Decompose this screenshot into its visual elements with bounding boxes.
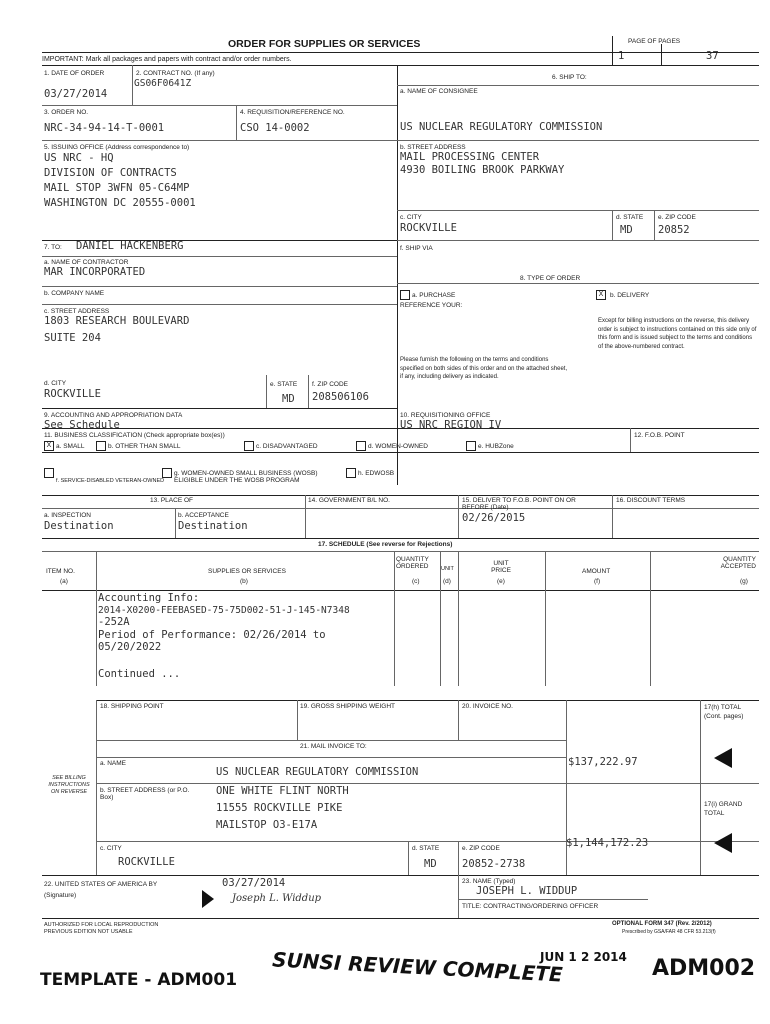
- issuing-office-line: US NRC - HQ: [44, 152, 114, 164]
- issuing-office-line: DIVISION OF CONTRACTS: [44, 167, 177, 179]
- signature-arrow-icon: [202, 890, 214, 908]
- small-label: a. SMALL: [56, 443, 85, 450]
- hubzone-label: e. HUBZone: [478, 443, 514, 450]
- accounting-label: 9. ACCOUNTING AND APPROPRIATION DATA: [44, 412, 183, 419]
- page-number: 1: [618, 50, 625, 62]
- ship-via-label: f. SHIP VIA: [400, 245, 433, 252]
- optional-form: OPTIONAL FORM 347 (Rev. 2/2012): [612, 921, 712, 927]
- mail-state-label: d. STATE: [412, 845, 440, 852]
- state-label: e. STATE: [270, 381, 298, 388]
- shipping-point-label: 18. SHIPPING POINT: [100, 703, 164, 710]
- order-no-label: 3. ORDER NO.: [44, 109, 89, 116]
- pages-count: 37: [706, 50, 719, 62]
- acceptance-label: b. ACCEPTANCE: [178, 512, 229, 519]
- other-than-small-label: b. OTHER THAN SMALL: [108, 443, 181, 450]
- ship-street-line: 4930 BOILING BROOK PARKWAY: [400, 164, 565, 176]
- ship-zip: 20852: [658, 224, 690, 236]
- disadvantaged-checkbox[interactable]: [244, 441, 254, 451]
- contract-no-label: 2. CONTRACT NO. (If any): [136, 70, 215, 77]
- type-of-order-label: 8. TYPE OF ORDER: [520, 275, 581, 282]
- ship-zip-label: e. ZIP CODE: [658, 214, 696, 221]
- signature: Joseph L. Widdup: [232, 893, 322, 904]
- state: MD: [282, 393, 295, 405]
- schedule-line: 05/20/2022: [98, 641, 162, 653]
- zip-label: f. ZIP CODE: [312, 381, 348, 388]
- sdvosb-checkbox[interactable]: [44, 468, 54, 478]
- col-price-sub: (e): [497, 578, 505, 585]
- requisition-label: 4. REQUISITION/REFERENCE NO.: [240, 109, 345, 116]
- delivery-label: b. DELIVERY: [610, 292, 650, 299]
- date-stamp: JUN 1 2 2014: [540, 950, 627, 964]
- discount-terms-label: 16. DISCOUNT TERMS: [616, 497, 686, 504]
- col-amount-header: AMOUNT: [582, 568, 611, 575]
- mail-street-line: MAILSTOP O3-E17A: [216, 819, 318, 831]
- mail-zip: 20852-2738: [462, 858, 526, 870]
- grand-total: $1,144,172.23: [566, 837, 649, 849]
- template-stamp: TEMPLATE - ADM001: [40, 970, 238, 990]
- schedule-title: 17. SCHEDULE (See reverse for Rejections): [318, 541, 453, 548]
- fob-label: 12. F.O.B. POINT: [634, 432, 685, 439]
- inspection-label: a. INSPECTION: [44, 512, 91, 519]
- important-note: IMPORTANT: Mark all packages and papers with contract and/or order numbers.: [42, 56, 292, 63]
- mail-invoice-label: 21. MAIL INVOICE TO:: [300, 743, 367, 750]
- sdvosb-label: f. SERVICE-DISABLED VETERAN-OWNED: [56, 478, 165, 484]
- col-accepted-sub: (g): [740, 578, 748, 585]
- ship-state-label: d. STATE: [616, 214, 644, 221]
- schedule-line: 2014-X0200-FEEBASED-75-75D002-51-J-145-N7348: [98, 605, 350, 616]
- edwosb-label: h. EDWOSB: [358, 470, 395, 477]
- issuing-office-label: 5. ISSUING OFFICE (Address correspondence to): [44, 144, 190, 151]
- officer-name: JOSEPH L. WIDDUP: [476, 885, 578, 897]
- delivery-terms: Except for billing instructions on the reverse, this delivery order is subject to instructions contained on this side only of this form and is issued subject to the terms and conditions of the above-numbered contract.: [598, 318, 757, 350]
- mail-street-line: 11555 ROCKVILLE PIKE: [216, 802, 343, 814]
- company-label: b. COMPANY NAME: [44, 290, 105, 297]
- deliver-by-label: 15. DELIVER TO F.O.B. POINT ON OR BEFORE (Date): [462, 497, 576, 511]
- delivery-checkbox[interactable]: X: [596, 290, 606, 300]
- officer-name-label: 23. NAME (Typed): [462, 878, 516, 885]
- requisitioning-office: US NRC REGION IV: [400, 419, 502, 431]
- col-qty-header: QUANTITY ORDERED: [396, 556, 429, 570]
- to-name: DANIEL HACKENBERG: [76, 240, 184, 252]
- mail-street-label: b. STREET ADDRESS (or P.O. Box): [100, 787, 190, 801]
- women-owned-label: d. WOMEN-OWNED: [368, 443, 428, 450]
- women-owned-checkbox[interactable]: [356, 441, 366, 451]
- col-unit-header: UNIT: [441, 566, 454, 572]
- total-cont-label: 17(h) TOTAL (Cont. pages): [704, 704, 744, 720]
- to-label: 7. TO:: [44, 244, 62, 251]
- col-item-sub: (a): [60, 578, 68, 585]
- page-of-pages-label: PAGE OF PAGES: [628, 38, 681, 45]
- mail-name: US NUCLEAR REGULATORY COMMISSION: [216, 766, 419, 778]
- ship-city: ROCKVILLE: [400, 222, 457, 234]
- hubzone-checkbox[interactable]: [466, 441, 476, 451]
- date-of-order: 03/27/2014: [44, 88, 108, 100]
- col-amount-sub: (f): [594, 578, 601, 585]
- ship-street-label: b. STREET ADDRESS: [400, 144, 466, 151]
- contractor-label: a. NAME OF CONTRACTOR: [44, 259, 129, 266]
- sign-date: 03/27/2014: [222, 877, 286, 889]
- total-amount: $137,222.97: [568, 756, 638, 768]
- schedule-line: Accounting Info:: [98, 592, 200, 604]
- issuing-office-line: MAIL STOP 3WFN 05-C64MP: [44, 182, 190, 194]
- gov-bl-label: 14. GOVERNMENT B/L NO.: [308, 497, 390, 504]
- place-of-label: 13. PLACE OF: [150, 497, 193, 504]
- col-supplies-header: SUPPLIES OR SERVICES: [208, 568, 286, 575]
- col-accepted-header: QUANTITY ACCEPTED: [720, 556, 756, 570]
- consignee: US NUCLEAR REGULATORY COMMISSION: [400, 121, 603, 133]
- grand-total-label: 17(i) GRAND TOTAL: [704, 801, 743, 817]
- schedule-line: -252A: [98, 616, 130, 628]
- form-title: ORDER FOR SUPPLIES OR SERVICES: [228, 38, 421, 50]
- col-qty-sub: (c): [412, 578, 420, 585]
- wosb-label: g. WOMEN-OWNED SMALL BUSINESS (WOSB) ELIGIBLE UNDER THE WOSB PROGRAM: [174, 470, 318, 484]
- small-checkbox[interactable]: X: [44, 441, 54, 451]
- disadvantaged-label: c. DISADVANTAGED: [256, 443, 318, 450]
- reference-label: REFERENCE YOUR:: [400, 302, 463, 309]
- other-than-small-checkbox[interactable]: [96, 441, 106, 451]
- mail-name-label: a. NAME: [100, 760, 127, 767]
- wosb-checkbox[interactable]: [162, 468, 172, 478]
- col-item-header: ITEM NO.: [46, 568, 75, 575]
- col-price-header: UNIT PRICE: [491, 560, 511, 574]
- col-supplies-sub: (b): [240, 578, 248, 585]
- mail-city-label: c. CITY: [100, 845, 122, 852]
- previous-edition-note: PREVIOUS EDITION NOT USABLE: [44, 929, 133, 935]
- issuing-office-line: WASHINGTON DC 20555-0001: [44, 197, 196, 209]
- city-label: d. CITY: [44, 380, 67, 387]
- street-line: SUITE 204: [44, 332, 101, 344]
- ship-city-label: c. CITY: [400, 214, 422, 221]
- mail-state: MD: [424, 858, 437, 870]
- mail-zip-label: e. ZIP CODE: [462, 845, 500, 852]
- date-of-order-label: 1. DATE OF ORDER: [44, 70, 105, 77]
- order-no: NRC-34-94-14-T-0001: [44, 122, 165, 134]
- adm-stamp: ADM002: [652, 956, 756, 981]
- inspection: Destination: [44, 520, 114, 532]
- acceptance: Destination: [178, 520, 248, 532]
- street-label: c. STREET ADDRESS: [44, 308, 110, 315]
- total-arrow-icon: [714, 748, 732, 768]
- ship-street-line: MAIL PROCESSING CENTER: [400, 151, 540, 163]
- col-unit-sub: (d): [443, 578, 451, 585]
- schedule-line: Period of Performance: 02/26/2014 to: [98, 629, 326, 641]
- officer-title: TITLE: CONTRACTING/ORDERING OFFICER: [462, 903, 599, 910]
- mail-street-line: ONE WHITE FLINT NORTH: [216, 785, 349, 797]
- schedule-line: Continued ...: [98, 668, 181, 680]
- invoice-no-label: 20. INVOICE NO.: [462, 703, 513, 710]
- purchase-label: a. PURCHASE: [412, 292, 456, 299]
- grand-total-arrow-icon: [714, 833, 732, 853]
- contract-no: GS06F0641Z: [134, 78, 192, 89]
- usa-signature-label: 22. UNITED STATES OF AMERICA BY (Signature): [44, 881, 158, 899]
- requisitioning-label: 10. REQUISITIONING OFFICE: [400, 412, 491, 419]
- deliver-by-date: 02/26/2015: [462, 512, 526, 524]
- mail-city: ROCKVILLE: [118, 856, 175, 868]
- zip: 208506106: [312, 391, 369, 403]
- contractor-name: MAR INCORPORATED: [44, 266, 146, 278]
- purchase-checkbox[interactable]: [400, 290, 410, 300]
- see-billing-note: SEE BILLING INSTRUCTIONS ON REVERSE: [48, 775, 90, 795]
- business-class-label: 11. BUSINESS CLASSIFICATION (Check appropriate box(es)): [44, 432, 225, 439]
- street-line: 1803 RESEARCH BOULEVARD: [44, 315, 190, 327]
- requisition-no: CSO 14-0002: [240, 122, 310, 134]
- edwosb-checkbox[interactable]: [346, 468, 356, 478]
- ship-state: MD: [620, 224, 633, 236]
- sunsi-review-stamp: SUNSI REVIEW COMPLETE: [271, 947, 564, 987]
- ship-to-label: 6. SHIP TO:: [552, 74, 587, 81]
- prescribed-note: Prescribed by GSA/FAR 48 CFR 53.213(f): [622, 929, 716, 935]
- authorized-note: AUTHORIZED FOR LOCAL REPRODUCTION: [44, 922, 159, 928]
- city: ROCKVILLE: [44, 388, 101, 400]
- gross-weight-label: 19. GROSS SHIPPING WEIGHT: [300, 703, 395, 710]
- consignee-label: a. NAME OF CONSIGNEE: [400, 88, 478, 95]
- purchase-terms: Please furnish the following on the terms and conditions specified on both sides of this order and on the attached sheet, if any, including delivery as indicated.: [400, 357, 568, 380]
- accounting-data: See Schedule: [44, 419, 120, 431]
